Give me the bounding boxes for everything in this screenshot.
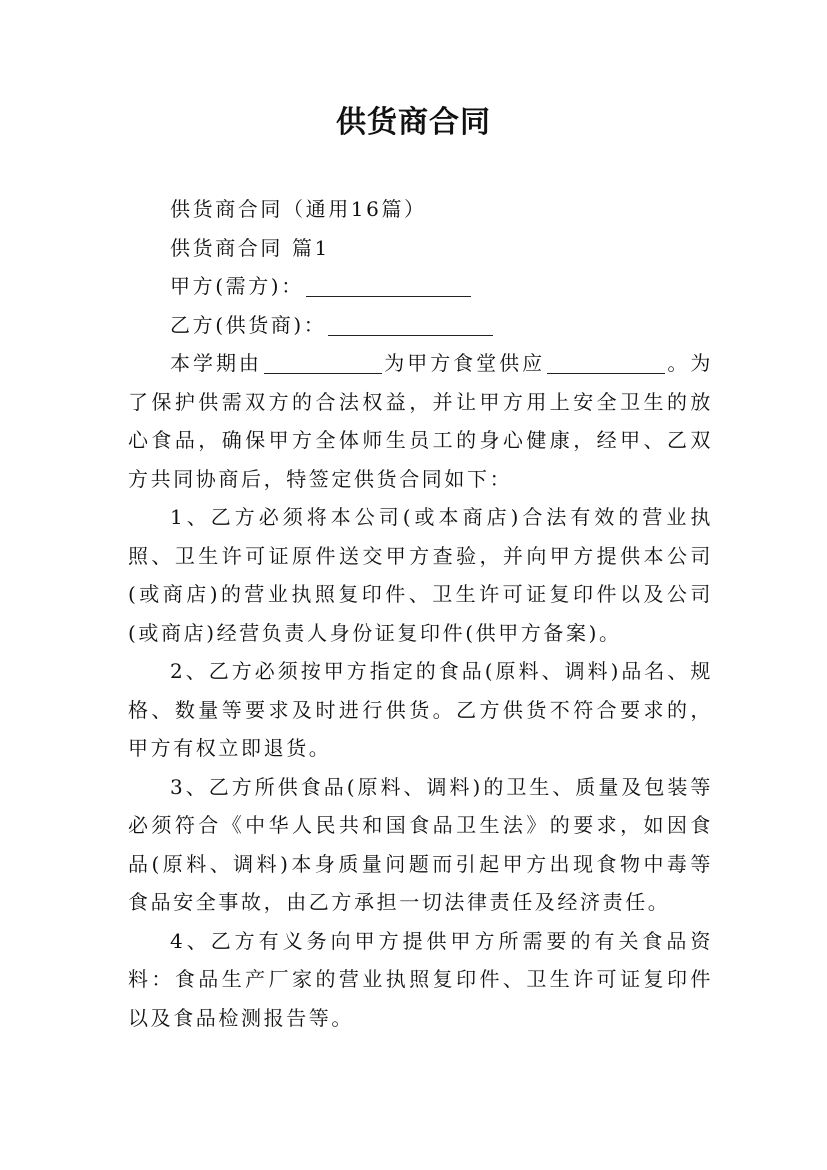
intro-text-3: 。为了保护供需双方的合法权益，并让甲方用上安全卫生的放心食品，确保甲方全体师生员工的身心健康，经甲、乙双方共同协商后，特签定供货合同如下： (128, 351, 714, 491)
document-body (128, 190, 713, 1037)
document-title: 供货商合同 (336, 105, 491, 140)
section-heading: 供货商合同 篇1 (170, 235, 330, 260)
party-b-blank (328, 309, 493, 336)
supplier-blank (264, 347, 382, 374)
party-b-label: 乙方(供货商)： (170, 312, 327, 337)
intro-text-2: 为甲方食堂供应 (383, 351, 546, 375)
intro-text-1: 本学期由 (170, 351, 262, 375)
party-a-label: 甲方(需方)： (170, 274, 304, 298)
clause-3: 3、乙方所供食品(原料、调料)的卫生、质量及包装等必须符合《中华人民共和国食品卫生法》的要求，如因食品(原料、调料)本身质量问题而引起甲方出现食物中毒等食品安全事故，由乙方承担一切法律责任及经济责任。 (128, 774, 713, 914)
goods-blank (547, 347, 665, 374)
clause-2: 2、乙方必须按甲方指定的食品(原料、调料)品名、规格、数量等要求及时进行供货。乙方供货不符合要求的，甲方有权立即退货。 (128, 659, 713, 760)
subtitle-line: 供货商合同（通用16篇） (170, 197, 427, 221)
clause-4: 4、乙方有义务向甲方提供甲方所需要的有关食品资料：食品生产厂家的营业执照复印件、卫生许可证复印件以及食品检测报告等。 (128, 928, 713, 1030)
intro-paragraph (128, 344, 713, 498)
clause-1: 1、乙方必须将本公司(或本商店)合法有效的营业执照、卫生许可证原件送交甲方查验，并向甲方提供本公司(或商店)的营业执照复印件、卫生许可证复印件以及公司(或商店)经营负责人身份证复印件(供甲方备案)。 (128, 505, 713, 645)
party-b-line (128, 306, 713, 345)
party-a-line (128, 267, 713, 306)
party-a-blank (306, 270, 471, 297)
